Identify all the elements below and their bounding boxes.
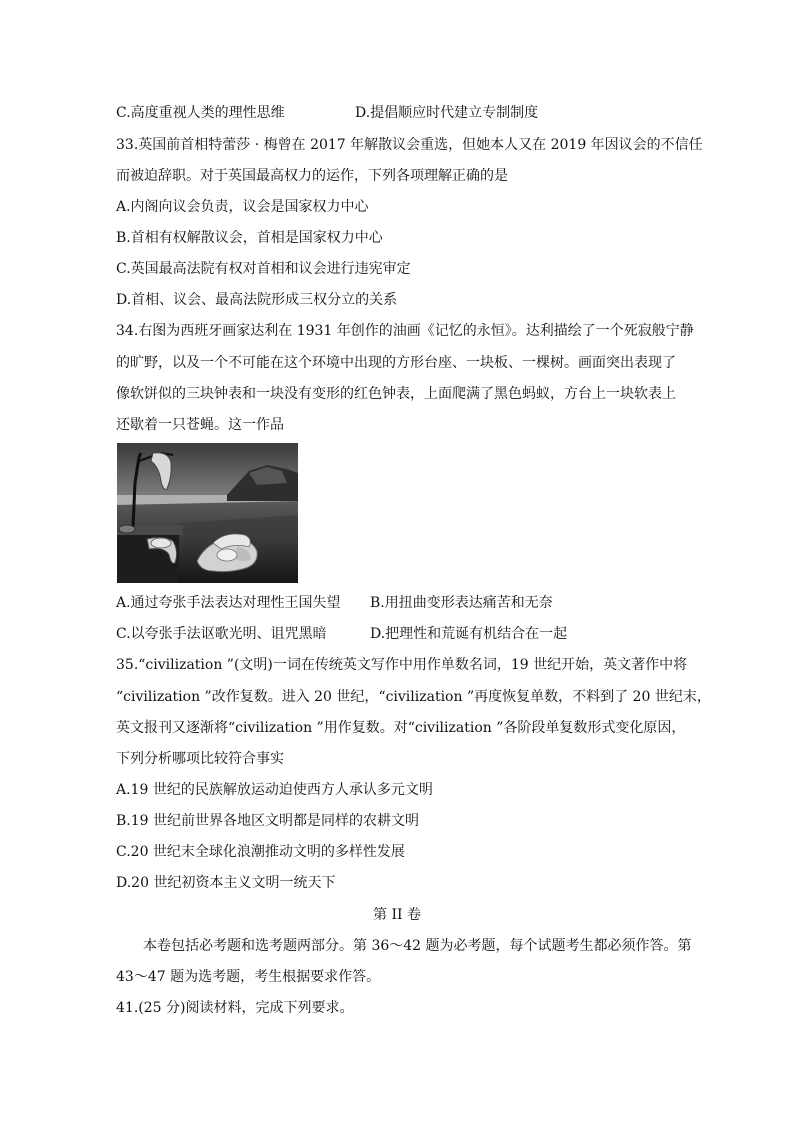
q34-option-c: C.以夸张手法讴歌光明、诅咒黑暗 bbox=[116, 626, 327, 642]
q34-stem-line1: 34.右图为西班牙画家达利在 1931 年创作的油画《记忆的永恒》。达利描绘了一个死寂般宁静 bbox=[116, 323, 694, 339]
part-ii-intro-line2: 43～47 题为选考题，考生根据要求作答。 bbox=[116, 969, 381, 985]
q34-stem-line2: 的旷野，以及一个不可能在这个环境中出现的方形台座、一块板、一棵树。画面突出表现了 bbox=[116, 355, 676, 371]
q32-option-c: C.高度重视人类的理性思维 bbox=[116, 105, 285, 121]
q33-option-c: C.英国最高法院有权对首相和议会进行违宪审定 bbox=[116, 261, 411, 277]
q35-stem-line4: 下列分析哪项比较符合事实 bbox=[116, 751, 284, 767]
q35-option-d: D.20 世纪初资本主义文明一统天下 bbox=[116, 875, 336, 891]
q34-option-b: B.用扭曲变形表达痛苦和无奈 bbox=[370, 595, 553, 611]
q34-stem-line4: 还歇着一只苍蝇。这一作品 bbox=[116, 417, 284, 433]
q33-option-a: A.内阁向议会负责，议会是国家权力中心 bbox=[116, 199, 369, 215]
q34-option-a: A.通过夸张手法表达对理性王国失望 bbox=[116, 595, 341, 611]
part-ii-intro-line1: 本卷包括必考题和选考题两部分。第 36～42 题为必考题，每个试题考生都必须作答。第 bbox=[143, 938, 692, 954]
q41-heading: 41.(25 分)阅读材料，完成下列要求。 bbox=[116, 1000, 354, 1016]
q33-option-d: D.首相、议会、最高法院形成三权分立的关系 bbox=[116, 292, 398, 308]
q34-option-d: D.把理性和荒诞有机结合在一起 bbox=[370, 626, 568, 642]
q33-option-b: B.首相有权解散议会，首相是国家权力中心 bbox=[116, 230, 383, 246]
q35-stem-line1: 35.“civilization ”(文明)一词在传统英文写作中用作单数名词，19 世纪开始，英文著作中将 bbox=[116, 657, 688, 673]
q33-stem-line2: 而被迫辞职。对于英国最高权力的运作，下列各项理解正确的是 bbox=[116, 168, 508, 184]
q35-option-c: C.20 世纪末全球化浪潮推动文明的多样性发展 bbox=[116, 844, 405, 860]
q35-stem-line3: 英文报刊又逐渐将“civilization ”用作复数。对“civilization ”各阶段单复数形式变化原因， bbox=[116, 720, 686, 736]
q33-stem-line1: 33.英国前首相特蕾莎 · 梅曾在 2017 年解散议会重选，但她本人又在 2019 年因议会的不信任 bbox=[116, 137, 703, 153]
part-ii-title: 第 II 卷 bbox=[373, 907, 421, 923]
q34-stem-line3: 像软饼似的三块钟表和一块没有变形的红色钟表，上面爬满了黑色蚂蚁，方台上一块软表上 bbox=[116, 386, 676, 402]
q32-option-d: D.提倡顺应时代建立专制制度 bbox=[355, 105, 539, 121]
persistence-of-memory-painting bbox=[117, 443, 298, 583]
q35-option-b: B.19 世纪前世界各地区文明都是同样的农耕文明 bbox=[116, 813, 420, 829]
q35-option-a: A.19 世纪的民族解放运动迫使西方人承认多元文明 bbox=[116, 782, 433, 798]
q35-stem-line2: “civilization ”改作复数。进入 20 世纪，“civilization ”再度恢复单数，不料到了 20 世纪末， bbox=[116, 689, 711, 705]
